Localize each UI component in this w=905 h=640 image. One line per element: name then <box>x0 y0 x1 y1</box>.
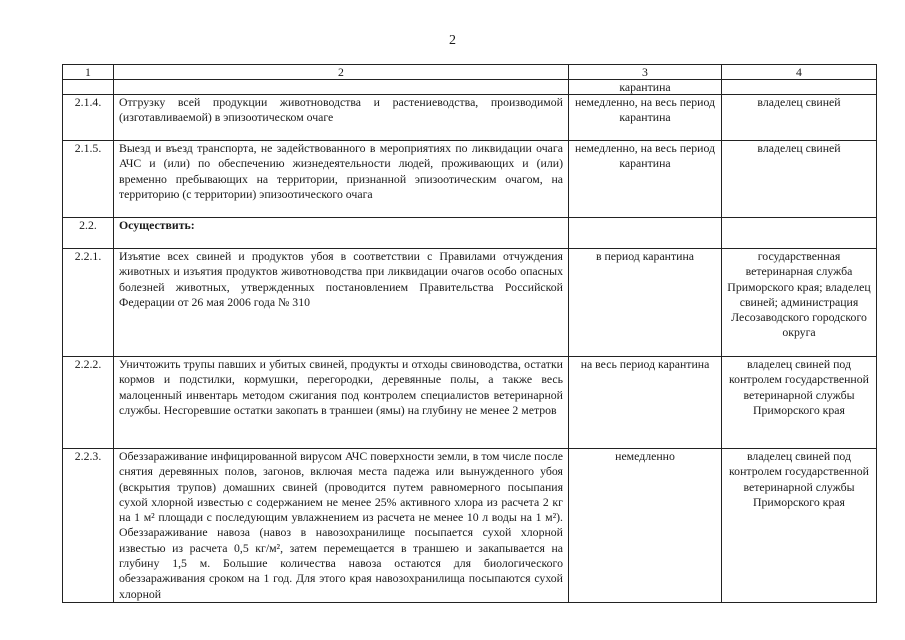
cell-num: 2.2. <box>63 218 114 249</box>
column-header-3: 3 <box>569 65 722 80</box>
cell-text: Уничтожить трупы павших и убитых свиней, продукты и отходы свиноводства, остатки кормов и подстилки, кормушки, перегородки, деревянные полы, а также весь малоценный инвентарь методом сжигания под контролем специалистов ветеринарной службы. Несгоревшие остатки закопать в траншеи (ямы) на глубину не менее 2 метров <box>114 357 569 449</box>
cell-text: Выезд и въезд транспорта, не задействованного в мероприятиях по ликвидации очага АЧС и (или) по обеспечению жизнедеятельности людей, проживающих и (или) временно пребывающих на территории, признанной эпизоотическим очагом, на территорию (с территории) эпизоотического очага <box>114 141 569 218</box>
cell-responsible <box>722 80 877 95</box>
cell-text: Обеззараживание инфицированной вирусом АЧС поверхности земли, в том числе после снятия деревянных полов, загонов, включая места падежа или вынужденного убоя (вскрытия трупов) домашних свиней (проводится путем равномерного посыпания сухой хлорной известью с содержанием не менее 25% активного хлора из расчета 2 кг на 1 м² площади с последующим увлажнением из расчета не менее 10 л воды на 1 м²). Обеззараживание навоза (навоз в навозохранилище посыпается сухой хлорной известью из расчета 0,5 кг/м², затем перемещается в траншею и закапывается на глубину 1,5 м. Большие количества навоза остаются для биологического обеззараживания сроком на 1 год. Для этого края навозохранилища посыпаются сухой хлорной <box>114 449 569 603</box>
column-header-4: 4 <box>722 65 877 80</box>
table-row <box>63 357 877 449</box>
cell-period: немедленно <box>569 449 722 603</box>
table-row <box>63 141 877 218</box>
table-row <box>63 95 877 141</box>
cell-responsible <box>722 218 877 249</box>
cell-num: 2.2.2. <box>63 357 114 449</box>
column-header-2: 2 <box>114 65 569 80</box>
table-row <box>63 249 877 357</box>
cell-num <box>63 80 114 95</box>
cell-text: Отгрузку всей продукции животноводства и растениеводства, производимой (изготавливаемой) в эпизоотическом очаге <box>114 95 569 141</box>
cell-period: немедленно, на весь период карантина <box>569 95 722 141</box>
column-header-1: 1 <box>63 65 114 80</box>
cell-num: 2.2.1. <box>63 249 114 357</box>
cell-period: карантина <box>569 80 722 95</box>
measures-table <box>62 64 877 603</box>
cell-responsible: владелец свиней <box>722 141 877 218</box>
cell-num: 2.1.5. <box>63 141 114 218</box>
continuation-row <box>63 80 877 95</box>
cell-period: немедленно, на весь период карантина <box>569 141 722 218</box>
table-header-row <box>63 65 877 80</box>
cell-period: на весь период карантина <box>569 357 722 449</box>
cell-responsible: владелец свиней под контролем государственной ветеринарной службы Приморского края <box>722 449 877 603</box>
cell-text <box>114 80 569 95</box>
cell-period <box>569 218 722 249</box>
cell-responsible: владелец свиней под контролем государственной ветеринарной службы Приморского края <box>722 357 877 449</box>
cell-num: 2.1.4. <box>63 95 114 141</box>
page-number: 2 <box>449 33 456 48</box>
table-row <box>63 218 877 249</box>
cell-text: Изъятие всех свиней и продуктов убоя в соответствии с Правилами отчуждения животных и изъятия продуктов животноводства при ликвидации очагов особо опасных болезней животных, утвержденных постановлением Правительства Российской Федерации от 26 мая 2006 года № 310 <box>114 249 569 357</box>
cell-num: 2.2.3. <box>63 449 114 603</box>
cell-responsible: владелец свиней <box>722 95 877 141</box>
cell-responsible: государственная ветеринарная служба Приморского края; владелец свиней; администрация Лесозаводского городского округа <box>722 249 877 357</box>
table-row <box>63 449 877 603</box>
cell-period: в период карантина <box>569 249 722 357</box>
cell-text: Осуществить: <box>114 218 569 249</box>
